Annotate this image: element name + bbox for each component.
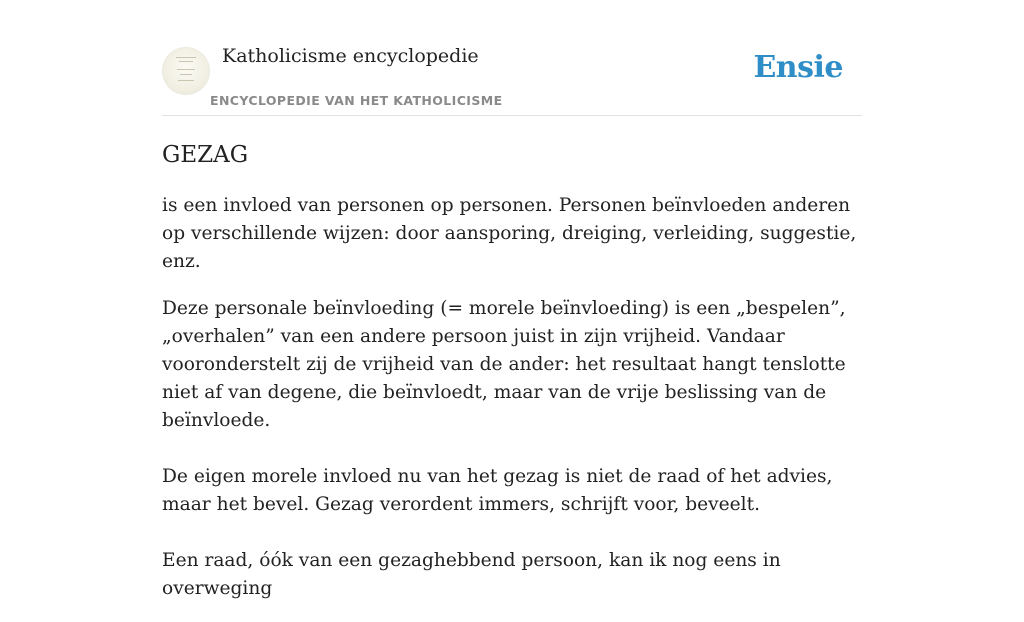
header [162, 0, 862, 116]
paragraph-spacer [162, 538, 862, 547]
entry-paragraph: is een invloed van personen op personen. Personen beïnvloeden anderen op verschillende wijzen: door aansporing, dreiging, verleiding, suggestie, enz. [162, 195, 857, 272]
cover-line [177, 69, 195, 70]
book-subtitle: ENCYCLOPEDIE VAN HET KATHOLICISME [210, 93, 503, 108]
entry-content [162, 192, 862, 603]
cover-line [180, 74, 192, 75]
book-cover-icon[interactable] [162, 47, 210, 95]
cover-line [179, 61, 193, 62]
cover-line [176, 57, 196, 58]
page [162, 0, 862, 622]
entry-title: GEZAG [162, 142, 249, 168]
ensie-logo[interactable]: Ensie [753, 50, 843, 85]
cover-line [178, 80, 194, 81]
paragraph-spacer [162, 454, 862, 463]
entry-paragraph: Deze personale beïnvloeding (= morele beïnvloeding) is een „bespelen”, „overhalen” van een andere persoon juist in zijn vrijheid. Vandaar vooronderstelt zij de vrijheid van de ander: het resultaat hangt tenslotte niet af van degene, die beïnvloedt, maar van de vrije beslissing van de beïnvloede. [162, 298, 846, 431]
entry-paragraph: Een raad, óók van een gezaghebbend persoon, kan ik nog eens in overweging [162, 550, 781, 599]
book-title[interactable]: Katholicisme encyclopedie [222, 45, 479, 67]
entry-paragraph: De eigen morele invloed nu van het gezag is niet de raad of het advies, maar het bevel. Gezag verordent immers, schrijft voor, beveelt. [162, 466, 833, 515]
